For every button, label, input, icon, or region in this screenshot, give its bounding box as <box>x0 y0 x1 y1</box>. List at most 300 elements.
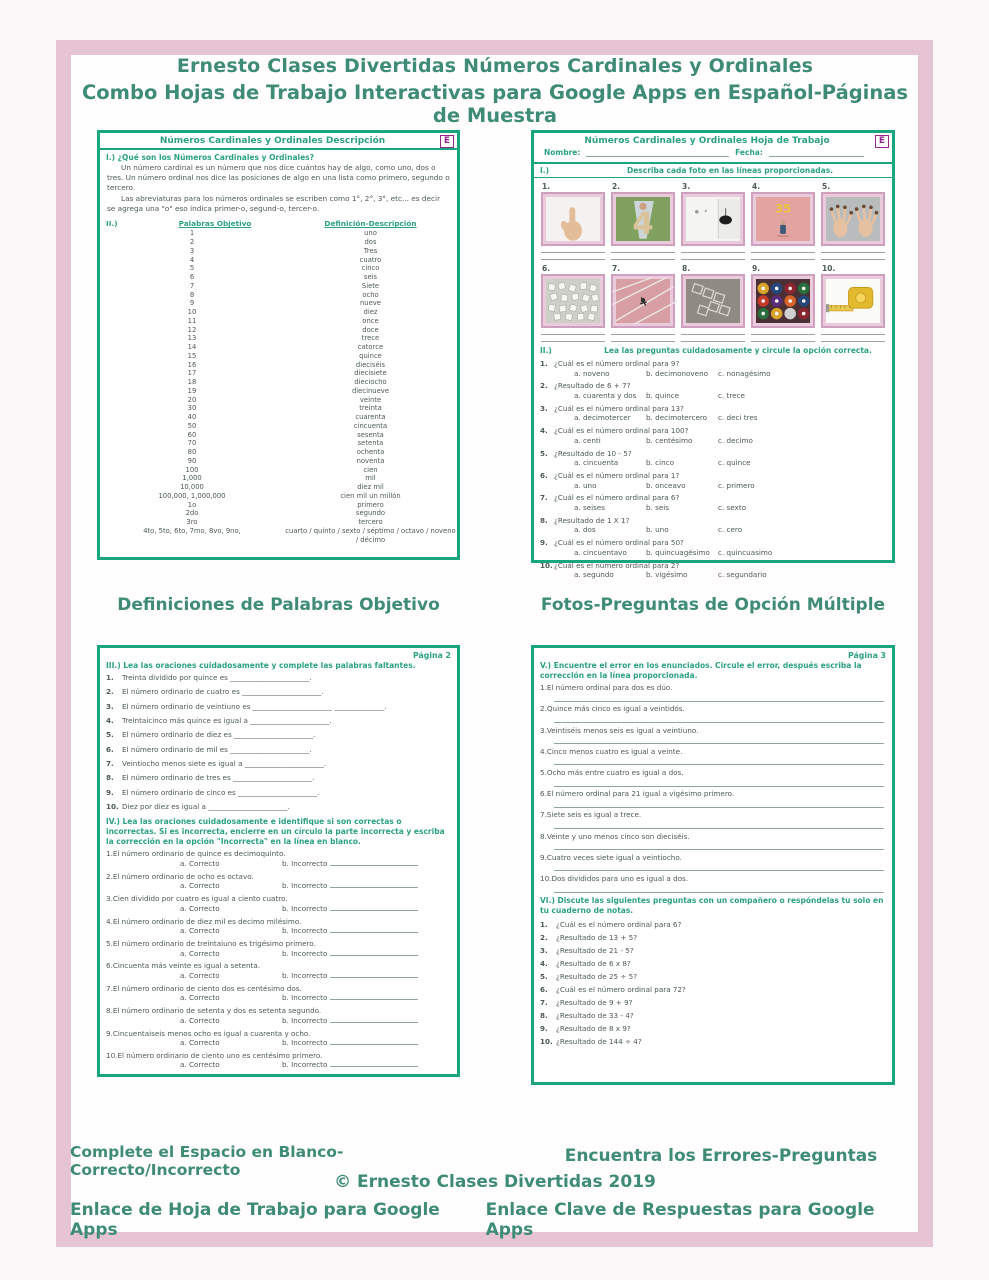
item-text: El número ordinario de mil es ______________________. <box>122 744 312 754</box>
item-number: 2. <box>540 704 547 714</box>
answer-line <box>611 335 675 342</box>
option-a: a. centi <box>574 435 601 445</box>
vocab-number: 4 <box>189 255 195 264</box>
option-correcto: a. Correcto <box>180 1038 220 1048</box>
vocab-row <box>100 457 457 466</box>
question-item <box>534 538 892 557</box>
item-number: 3. <box>540 725 547 735</box>
vocab-word: mil <box>365 474 376 483</box>
vocab-row <box>100 431 457 440</box>
item-number: 6. <box>106 961 113 971</box>
door-hanging-sign-photo <box>681 192 745 246</box>
discussion-item <box>534 1022 892 1035</box>
question-number: 10. <box>540 560 553 570</box>
item-number: 10. <box>106 1050 118 1060</box>
option-a: a. decimotercer <box>574 413 631 423</box>
vocab-word: Siete <box>361 281 380 290</box>
vocab-word: cuarto / quinto / sexto / séptimo / octavo / noveno / décimo <box>285 526 456 544</box>
option-incorrecto: b. Incorrecto <box>282 926 328 936</box>
vocab-word: diez mil <box>357 483 384 492</box>
item-text: Cinco menos cuatro es igual a veinte. <box>546 746 683 756</box>
vocab-row <box>100 352 457 361</box>
vocab-number: 70 <box>187 439 197 448</box>
vocab-number: 100,000, 1,000,000 <box>158 491 226 500</box>
correction-line <box>554 799 884 808</box>
correction-blank-line <box>330 1038 418 1045</box>
item-number: 5. <box>106 730 114 740</box>
item-number: 10. <box>106 801 119 811</box>
vocab-row <box>100 466 457 475</box>
item-number: 9. <box>540 1024 548 1034</box>
vocab-word: trece <box>361 334 380 343</box>
item-text: Diez por diez es igual a ______________________. <box>122 801 290 811</box>
item-number: 2. <box>106 687 114 697</box>
fill-in-item <box>100 716 457 726</box>
discussion-item <box>534 957 892 970</box>
worksheet-google-apps-link[interactable]: Enlace de Hoja de Trabajo para Google Apps <box>70 1200 440 1240</box>
vocab-table <box>100 229 457 544</box>
option-correcto: a. Correcto <box>180 903 220 913</box>
question-number: 4. <box>540 426 548 436</box>
vocab-row <box>100 509 457 518</box>
option-b: b. seis <box>646 502 670 512</box>
vocab-word: diecinueve <box>351 386 389 395</box>
correction-blank-line <box>330 881 418 888</box>
option-b: b. decimotercero <box>646 413 708 423</box>
vocab-number: 80 <box>187 448 197 457</box>
option-a: a. seises <box>574 502 606 512</box>
item-number: 9. <box>106 787 114 797</box>
nombre-label: Nombre: <box>544 148 581 157</box>
item-text: ¿Resultado de 8 x 9? <box>556 1024 631 1034</box>
find-error-item <box>534 874 892 893</box>
fill-in-item <box>100 802 457 812</box>
item-text: ¿Resultado de 6 x 8? <box>556 959 631 969</box>
item-text: El número ordinario de treintaiuno es trigésimo primero. <box>112 939 316 949</box>
option-incorrecto: b. Incorrecto <box>282 993 328 1003</box>
discussion-item <box>534 970 892 983</box>
item-number: 4. <box>540 746 547 756</box>
item-number: 3. <box>106 894 113 904</box>
item-number: 4. <box>106 716 114 726</box>
correction-blank-line <box>330 904 418 911</box>
vocab-word: doce <box>362 325 379 334</box>
find-error-item <box>534 832 892 851</box>
wall-35-balloons-photo <box>751 192 815 246</box>
item-number: 7. <box>540 810 547 820</box>
option-incorrecto: b. Incorrecto <box>282 1015 328 1025</box>
correction-line <box>554 735 884 744</box>
option-correcto: a. Correcto <box>180 993 220 1003</box>
vocab-row <box>100 299 457 308</box>
option-incorrecto: b. Incorrecto <box>282 970 328 980</box>
vocab-row <box>100 273 457 282</box>
vocab-word: quince <box>359 351 382 360</box>
item-number: 3. <box>106 701 114 711</box>
item-number: 10. <box>540 873 552 883</box>
find-error-item <box>534 747 892 766</box>
worksheet-errores <box>531 645 895 1085</box>
correction-blank-line <box>330 926 418 933</box>
option-c: c. deci tres <box>718 413 758 423</box>
vocab-row <box>100 439 457 448</box>
item-number: 9. <box>540 852 547 862</box>
item-number: 1. <box>540 683 547 693</box>
vocab-word: cuarenta <box>355 413 386 422</box>
item-number: 5. <box>540 972 548 982</box>
vocab-number: 18 <box>187 378 197 387</box>
answer-line <box>611 253 675 260</box>
vocab-number: 40 <box>187 413 197 422</box>
vocab-number: 11 <box>187 316 197 325</box>
question-number: 5. <box>540 448 548 458</box>
item-text: ¿Cuál es el número ordinal para 6? <box>556 920 682 930</box>
vocab-row <box>100 256 457 265</box>
option-c: c. trece <box>718 390 745 400</box>
option-correcto: a. Correcto <box>180 858 220 868</box>
item-text: Siete seis es igual a trece. <box>546 810 642 820</box>
svg-text:35: 35 <box>774 201 792 216</box>
find-error-items <box>534 683 892 892</box>
section-ii-instruction: Lea las preguntas cuidadosamente y circule la opción correcta. <box>604 346 872 355</box>
option-incorrecto: b. Incorrecto <box>282 881 328 891</box>
item-text: ¿Resultado de 13 + 5? <box>556 933 638 943</box>
correction-line <box>554 693 884 702</box>
vocab-number: 8 <box>189 290 195 299</box>
find-error-item <box>534 853 892 872</box>
option-correcto: a. Correcto <box>180 881 220 891</box>
question-item <box>534 449 892 468</box>
vocab-row <box>100 404 457 413</box>
item-number: 8. <box>106 773 114 783</box>
item-text: Dos divididos para uno es igual a dos. <box>551 873 689 883</box>
option-a: a. cincuenta <box>574 458 619 468</box>
vocab-number: 10 <box>187 308 197 317</box>
option-incorrecto: b. Incorrecto <box>282 948 328 958</box>
correct-incorrect-item <box>100 1006 457 1025</box>
photo-row-1: 1. 2. 4 3. 4. 35 5. <box>534 178 892 260</box>
vocab-row <box>100 282 457 291</box>
correction-line <box>554 756 884 765</box>
option-c: c. quince <box>718 458 751 468</box>
fill-in-items <box>100 673 457 811</box>
correct-incorrect-item <box>100 917 457 936</box>
option-c: c. nonagésimo <box>718 368 771 378</box>
option-b: b. quince <box>646 390 680 400</box>
hand-one-finger-photo <box>541 192 605 246</box>
answer-line <box>751 253 815 260</box>
discussion-item <box>534 944 892 957</box>
correct-incorrect-item <box>100 849 457 868</box>
question-number: 2. <box>540 381 548 391</box>
vocab-row <box>100 247 457 256</box>
correction-blank-line <box>330 1016 418 1023</box>
page-3-label: Página 3 <box>848 651 886 660</box>
option-b: b. cinco <box>646 458 674 468</box>
fill-in-item <box>100 788 457 798</box>
option-b: b. centésimo <box>646 435 693 445</box>
item-number: 6. <box>540 789 547 799</box>
section-ii-label: II.) <box>106 219 118 229</box>
answer-line <box>751 328 815 335</box>
section-i-heading: I.) ¿Qué son los Números Cardinales y Ordinales? <box>106 153 314 162</box>
answer-key-google-apps-link[interactable]: Enlace Clave de Respuestas para Google Apps <box>485 1200 875 1240</box>
correct-incorrect-item <box>100 872 457 891</box>
option-incorrecto: b. Incorrecto <box>282 903 328 913</box>
vocab-number: 1 <box>189 229 195 238</box>
page-title-line1: Ernesto Clases Divertidas Números Cardinales y Ordinales <box>176 55 814 77</box>
option-c: c. decimo <box>718 435 753 445</box>
item-text: Treintaicinco más quince es igual a ______________________. <box>122 716 332 726</box>
item-number: 5. <box>106 939 113 949</box>
option-b: b. onceavo <box>646 480 686 490</box>
vocab-row <box>100 308 457 317</box>
item-number: 1. <box>106 673 114 683</box>
find-error-item <box>534 789 892 808</box>
discussion-item <box>534 918 892 931</box>
vocab-row <box>100 378 457 387</box>
vocab-word: cien mil un millón <box>340 491 401 500</box>
vocab-word: veinte <box>359 395 382 404</box>
child-number-four-photo <box>611 192 675 246</box>
vocab-word: treinta <box>359 404 382 413</box>
item-text: Cuatro veces siete igual a veintiocho. <box>546 852 682 862</box>
discussion-items <box>534 918 892 1048</box>
item-text: Veintiocho menos siete es igual a ______________________. <box>122 758 327 768</box>
vocab-word: ochenta <box>356 448 385 457</box>
question-item <box>534 471 892 490</box>
item-text: El número ordinario de tres es ______________________. <box>122 773 315 783</box>
item-number: 7. <box>540 998 548 1008</box>
vocab-number: 5 <box>189 264 195 273</box>
vocab-word: primero <box>357 500 384 509</box>
option-c: c. quincuasimo <box>718 547 773 557</box>
vocab-number: 13 <box>187 334 197 343</box>
item-text: ¿Resultado de 21 - 5? <box>556 946 634 956</box>
vocab-number: 20 <box>187 395 197 404</box>
fill-in-item <box>100 702 457 712</box>
question-text: ¿Cuál es el número ordinal para 1? <box>554 470 680 480</box>
answer-line <box>821 246 885 253</box>
vocab-row <box>100 413 457 422</box>
question-text: ¿Cuál es el número ordinal para 100? <box>554 426 689 436</box>
worksheet-completar <box>97 645 460 1077</box>
option-a: a. uno <box>574 480 597 490</box>
answer-line <box>541 246 605 253</box>
option-a: a. segundo <box>574 570 614 580</box>
section-v-heading: V.) Encuentre el error en los enunciados. Circule el error, después escriba la corrección en la línea proporcionada. <box>540 661 862 681</box>
option-c: c. sexto <box>718 502 747 512</box>
section-iv-heading: IV.) Lea las oraciones cuidadosamente e identifique si son correctas o incorrectas. Si es incorrecta, encierre en un círculo la parte incorrecta y escriba la corrección en la opción "Incorrecta" en la línea en blanco. <box>106 817 445 847</box>
vocab-col2-header: Definición-Descripción <box>324 219 417 229</box>
correct-incorrect-item <box>100 961 457 980</box>
item-text: El número ordinario de diez es ______________________. <box>122 730 316 740</box>
fecha-label: Fecha: <box>735 148 763 157</box>
question-text: ¿Resultado de 10 - 5? <box>554 448 632 458</box>
vocab-row <box>100 229 457 238</box>
option-incorrecto: b. Incorrecto <box>282 1060 328 1070</box>
vocab-number: 50 <box>187 421 197 430</box>
vocab-row <box>100 291 457 300</box>
vocab-number: 2do <box>185 509 199 518</box>
vocab-row <box>100 501 457 510</box>
worksheet-descripcion <box>97 130 460 560</box>
find-error-item <box>534 726 892 745</box>
correct-incorrect-item <box>100 1051 457 1070</box>
correction-line <box>554 778 884 787</box>
caption-errores: Encuentra los Errores-Preguntas <box>564 1146 878 1166</box>
item-text: El número ordinario de ciento uno es centésimo primero. <box>117 1050 323 1060</box>
vocab-word: tercero <box>358 518 383 527</box>
vocab-word: nueve <box>359 299 381 308</box>
item-number: 8. <box>540 1011 548 1021</box>
section-i-label: I.) <box>540 166 550 175</box>
hopscotch-photo <box>681 274 745 328</box>
vocab-number: 10,000 <box>180 483 204 492</box>
item-text: Veintiséis menos seis es igual a veintiuno. <box>546 725 699 735</box>
vocab-row <box>100 343 457 352</box>
item-text: El número ordinario de quince es decimoquinto. <box>112 849 286 859</box>
vocab-word: dieciséis <box>355 360 386 369</box>
item-text: Cincuenta más veinte es igual a setenta. <box>112 961 261 971</box>
vocab-number: 90 <box>187 456 197 465</box>
option-b: b. quincuagésimo <box>646 547 710 557</box>
vocab-word: cincuenta <box>353 421 388 430</box>
item-text: El número ordinario de ocho es octavo. <box>112 871 254 881</box>
vocab-row <box>100 326 457 335</box>
item-text: El número ordinario de diez mil es decimo milésimo. <box>112 916 302 926</box>
question-text: ¿Resultado de 1 X 1? <box>554 515 630 525</box>
fill-in-item <box>100 745 457 755</box>
question-text: ¿Cuál es el número ordinal para 13? <box>554 403 684 413</box>
find-error-item <box>534 683 892 702</box>
question-text: ¿Cuál es el número ordinal para 50? <box>554 538 684 548</box>
track-runner-photo <box>611 274 675 328</box>
answer-line <box>821 335 885 342</box>
item-number: 2. <box>540 933 548 943</box>
option-correcto: a. Correcto <box>180 1015 220 1025</box>
option-b: b. decimonoveno <box>646 368 709 378</box>
caption-definiciones: Definiciones de Palabras Objetivo <box>117 595 440 615</box>
question-number: 3. <box>540 403 548 413</box>
correction-blank-line <box>330 1060 418 1067</box>
vocab-row <box>100 492 457 501</box>
answer-line <box>821 328 885 335</box>
correction-line <box>554 841 884 850</box>
vocab-row <box>100 387 457 396</box>
answer-line <box>681 328 745 335</box>
option-a: a. noveno <box>574 368 610 378</box>
item-number: 8. <box>540 831 547 841</box>
option-c: c. cero <box>718 525 743 535</box>
worksheet2-title: Números Cardinales y Ordinales Hoja de Trabajo <box>584 136 830 146</box>
discussion-item <box>534 1035 892 1048</box>
question-number: 7. <box>540 493 548 503</box>
vocab-word: ocho <box>362 290 379 299</box>
section-i-instruction: Describa cada foto en las líneas proporcionadas. <box>626 166 834 175</box>
correct-incorrect-item <box>100 939 457 958</box>
correction-blank-line <box>330 949 418 956</box>
correct-incorrect-item <box>100 894 457 913</box>
correction-blank-line <box>330 971 418 978</box>
vocab-word: seis <box>363 273 378 282</box>
fill-in-item <box>100 759 457 769</box>
svg-text:4: 4 <box>632 206 654 242</box>
ernesto-logo-icon: E <box>440 135 454 148</box>
vocab-number: 1,000 <box>182 474 202 483</box>
vocab-row <box>100 361 457 370</box>
option-incorrecto: b. Incorrecto <box>282 1038 328 1048</box>
question-number: 8. <box>540 515 548 525</box>
vocab-number: 19 <box>187 386 197 395</box>
item-number: 1. <box>106 849 113 859</box>
answer-line <box>751 335 815 342</box>
item-text: ¿Resultado de 9 + 9? <box>556 998 633 1008</box>
vocab-number: 30 <box>187 404 197 413</box>
item-text: Cien dividido por cuatro es igual a ciento cuatro. <box>112 894 288 904</box>
item-text: El número ordinario de cuatro es ______________________. <box>122 687 324 697</box>
option-correcto: a. Correcto <box>180 970 220 980</box>
vocab-row <box>100 264 457 273</box>
vocab-word: diez <box>363 308 378 317</box>
answer-line <box>681 335 745 342</box>
vocab-word: dieciocho <box>354 378 387 387</box>
pile-of-dice-photo <box>541 274 605 328</box>
item-number: 4. <box>540 959 548 969</box>
option-correcto: a. Correcto <box>180 948 220 958</box>
finger-puppet-hands-photo <box>821 192 885 246</box>
page-title-line2: Combo Hojas de Trabajo Interactivas para Google Apps en Español-Páginas de Muestra <box>81 81 909 127</box>
copyright: © Ernesto Clases Divertidas 2019 <box>334 1172 656 1192</box>
correction-line <box>554 862 884 871</box>
item-number: 10. <box>540 1037 553 1047</box>
question-text: ¿Cuál es el número ordinal para 2? <box>554 560 680 570</box>
option-correcto: a. Correcto <box>180 926 220 936</box>
find-error-item <box>534 704 892 723</box>
vocab-row <box>100 448 457 457</box>
vocab-number: 3 <box>189 246 195 255</box>
vocab-row <box>100 474 457 483</box>
correction-line <box>554 884 884 893</box>
question-item <box>534 359 892 378</box>
question-item <box>534 493 892 512</box>
question-item <box>534 561 892 580</box>
fill-in-item <box>100 773 457 783</box>
billiard-balls-photo <box>751 274 815 328</box>
item-text: Treinta dividido por quince es ______________________. <box>122 673 312 683</box>
item-number: 4. <box>106 916 113 926</box>
vocab-row <box>100 527 457 545</box>
vocab-word: cuatro <box>359 255 382 264</box>
vocab-row <box>100 483 457 492</box>
vocab-word: setenta <box>357 439 384 448</box>
item-number: 3. <box>540 946 548 956</box>
multiple-choice-questions <box>534 359 892 580</box>
item-number: 6. <box>540 985 548 995</box>
caption-fotos-preguntas: Fotos-Preguntas de Opción Múltiple <box>540 595 886 615</box>
item-text: ¿Cuál es el número ordinal para 72? <box>556 985 686 995</box>
option-b: b. vigésimo <box>646 570 688 580</box>
correction-blank-line <box>330 859 418 866</box>
item-text: ¿Resultado de 33 - 4? <box>556 1011 634 1021</box>
item-text: Veinte y uno menos cinco son dieciséis. <box>546 831 690 841</box>
vocab-number: 14 <box>187 343 197 352</box>
vocab-number: 7 <box>189 281 195 290</box>
question-text: ¿Resultado de 6 + 7? <box>554 381 631 391</box>
ordinal-abbreviation-paragraph: Las abreviaturas para los números ordinales se escriben como 1°, 2°, 3°, etc... es decir se agrega una "o" eso indica primer-o, segund-o, tercer-o. <box>107 194 441 214</box>
fill-in-item <box>100 687 457 697</box>
page-2-label: Página 2 <box>413 651 451 660</box>
